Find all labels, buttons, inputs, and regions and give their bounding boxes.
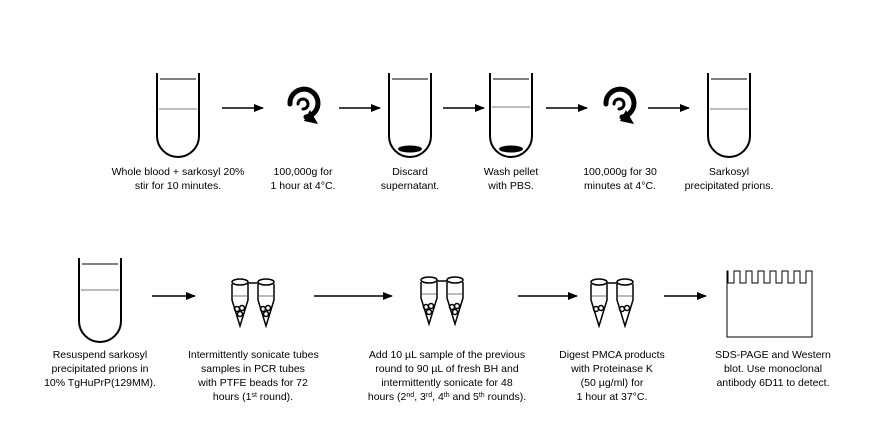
caption-line: antibody 6D11 to detect. (716, 377, 830, 389)
caption-resuspend (40, 348, 160, 390)
pcr-tubes-beads-icon (421, 277, 463, 324)
pcr-tubes-beads-icon (232, 279, 274, 326)
tube-sarkosyl-icon (708, 73, 750, 157)
caption-western (708, 348, 838, 390)
sds-page-gel-icon (727, 271, 812, 337)
tube-discard-icon (389, 73, 431, 157)
caption-line: blot. Use monoclonal (723, 363, 823, 375)
tube-wash-icon (490, 73, 532, 157)
caption-wash: Wash pellet with PBS. (483, 166, 539, 192)
caption-line: Add 10 µL sample of the previous (368, 349, 526, 361)
caption-sarkosyl: Sarkosyl precipitated prions. (684, 166, 774, 192)
caption-line: samples in PCR tubes (201, 363, 305, 375)
caption-spin-2: 100,000g for 30 minutes at 4°C. (583, 166, 657, 192)
caption-whole-blood: Whole blood + sarkosyl 20% stir for 10 minutes. (111, 166, 245, 192)
caption-discard: Discard supernatant. (380, 166, 440, 192)
caption-line: (50 µg/ml) for (580, 377, 644, 389)
caption-digest (552, 348, 672, 404)
caption-spin-1: 100,000g for 1 hour at 4°C. (270, 166, 336, 192)
caption-pcr-round1 (188, 348, 318, 404)
caption-line: 10% TgHuPrP(129MM). (44, 377, 156, 389)
centrifuge-spin-icon (606, 89, 634, 124)
caption-line: Digest PMCA products (559, 349, 665, 361)
caption-line: hours (1st round). (212, 391, 294, 403)
tube-whole-blood-icon (157, 73, 199, 157)
caption-line: with Proteinase K (571, 363, 653, 375)
centrifuge-spin-icon (290, 89, 318, 124)
caption-pcr-rounds (362, 348, 532, 404)
caption-line: intermittently sonicate for 48 (381, 377, 513, 389)
caption-line: SDS-PAGE and Western (715, 349, 831, 361)
caption-line: precipitated prions in (51, 363, 149, 375)
caption-line: hours (2nd, 3rd, 4th and 5th rounds). (367, 391, 527, 403)
caption-line: round to 90 µL of fresh BH and (375, 363, 519, 375)
caption-line: 1 hour at 37°C. (576, 391, 648, 403)
pcr-tubes-beads-icon (591, 279, 633, 326)
caption-line: Resuspend sarkosyl (52, 349, 148, 361)
caption-line: with PTFE beads for 72 (198, 377, 308, 389)
tube-resuspend-icon (79, 258, 121, 342)
caption-line: Intermittently sonicate tubes (188, 349, 319, 361)
